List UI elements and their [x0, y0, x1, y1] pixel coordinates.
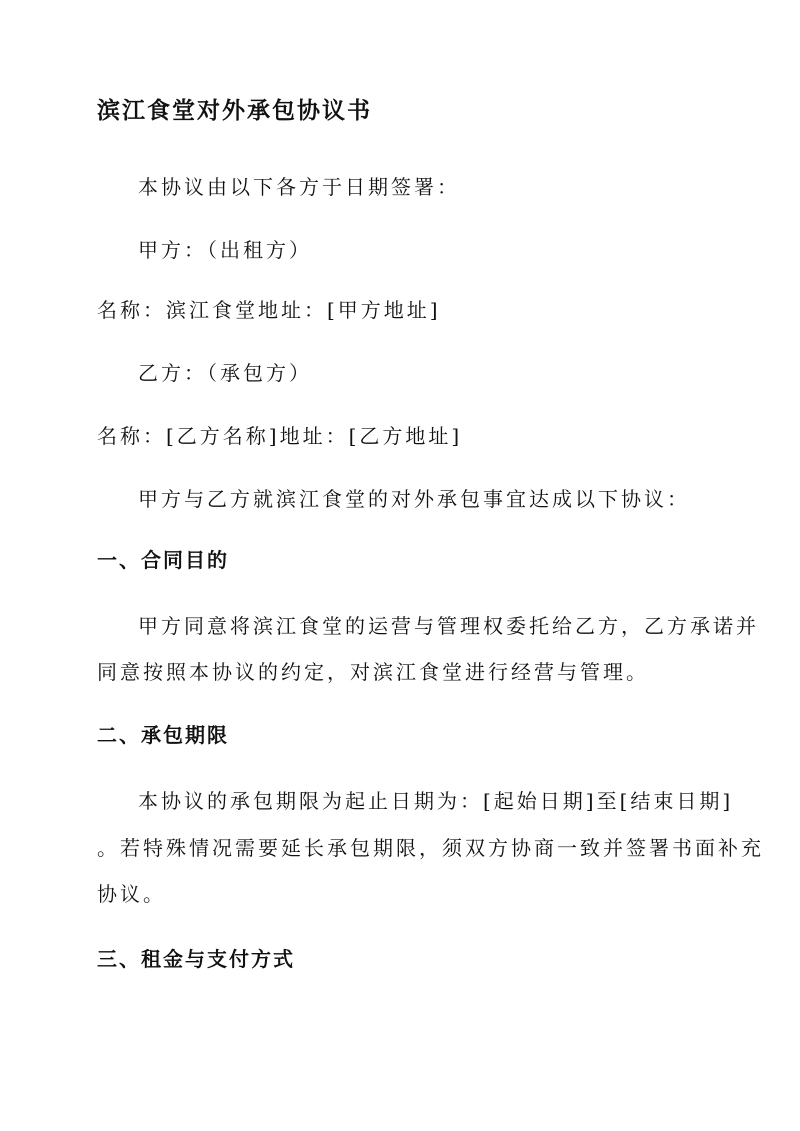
intro-paragraph: 本协议由以下各方于日期签署： [138, 175, 460, 199]
section-purpose-line-2: 同意按照本协议的约定，对滨江食堂进行经营与管理。 [97, 660, 649, 684]
section-purpose-line-1: 甲方同意将滨江食堂的运营与管理权委托给乙方，乙方承诺并 [138, 614, 759, 638]
document-title: 滨江食堂对外承包协议书 [97, 97, 372, 124]
party-b-label: 乙方：（承包方） [138, 361, 312, 385]
party-b-details: 名称：[乙方名称]地址：[乙方地址] [97, 424, 463, 448]
section-heading-term: 二、承包期限 [97, 723, 229, 747]
section-term-line-3: 协议。 [97, 882, 166, 906]
agreement-statement: 甲方与乙方就滨江食堂的对外承包事宜达成以下协议： [138, 487, 690, 511]
party-a-label: 甲方：（出租方） [138, 238, 312, 262]
section-heading-purpose: 一、合同目的 [97, 548, 229, 572]
party-a-details: 名称：滨江食堂地址：[甲方地址] [97, 298, 441, 322]
section-term-line-1: 本协议的承包期限为起止日期为：[起始日期]至[结束日期] [138, 789, 734, 813]
section-term-line-2: 。若特殊情况需要延长承包期限，须双方协商一致并签署书面补充 [97, 836, 764, 860]
section-heading-rent: 三、租金与支付方式 [97, 947, 295, 971]
